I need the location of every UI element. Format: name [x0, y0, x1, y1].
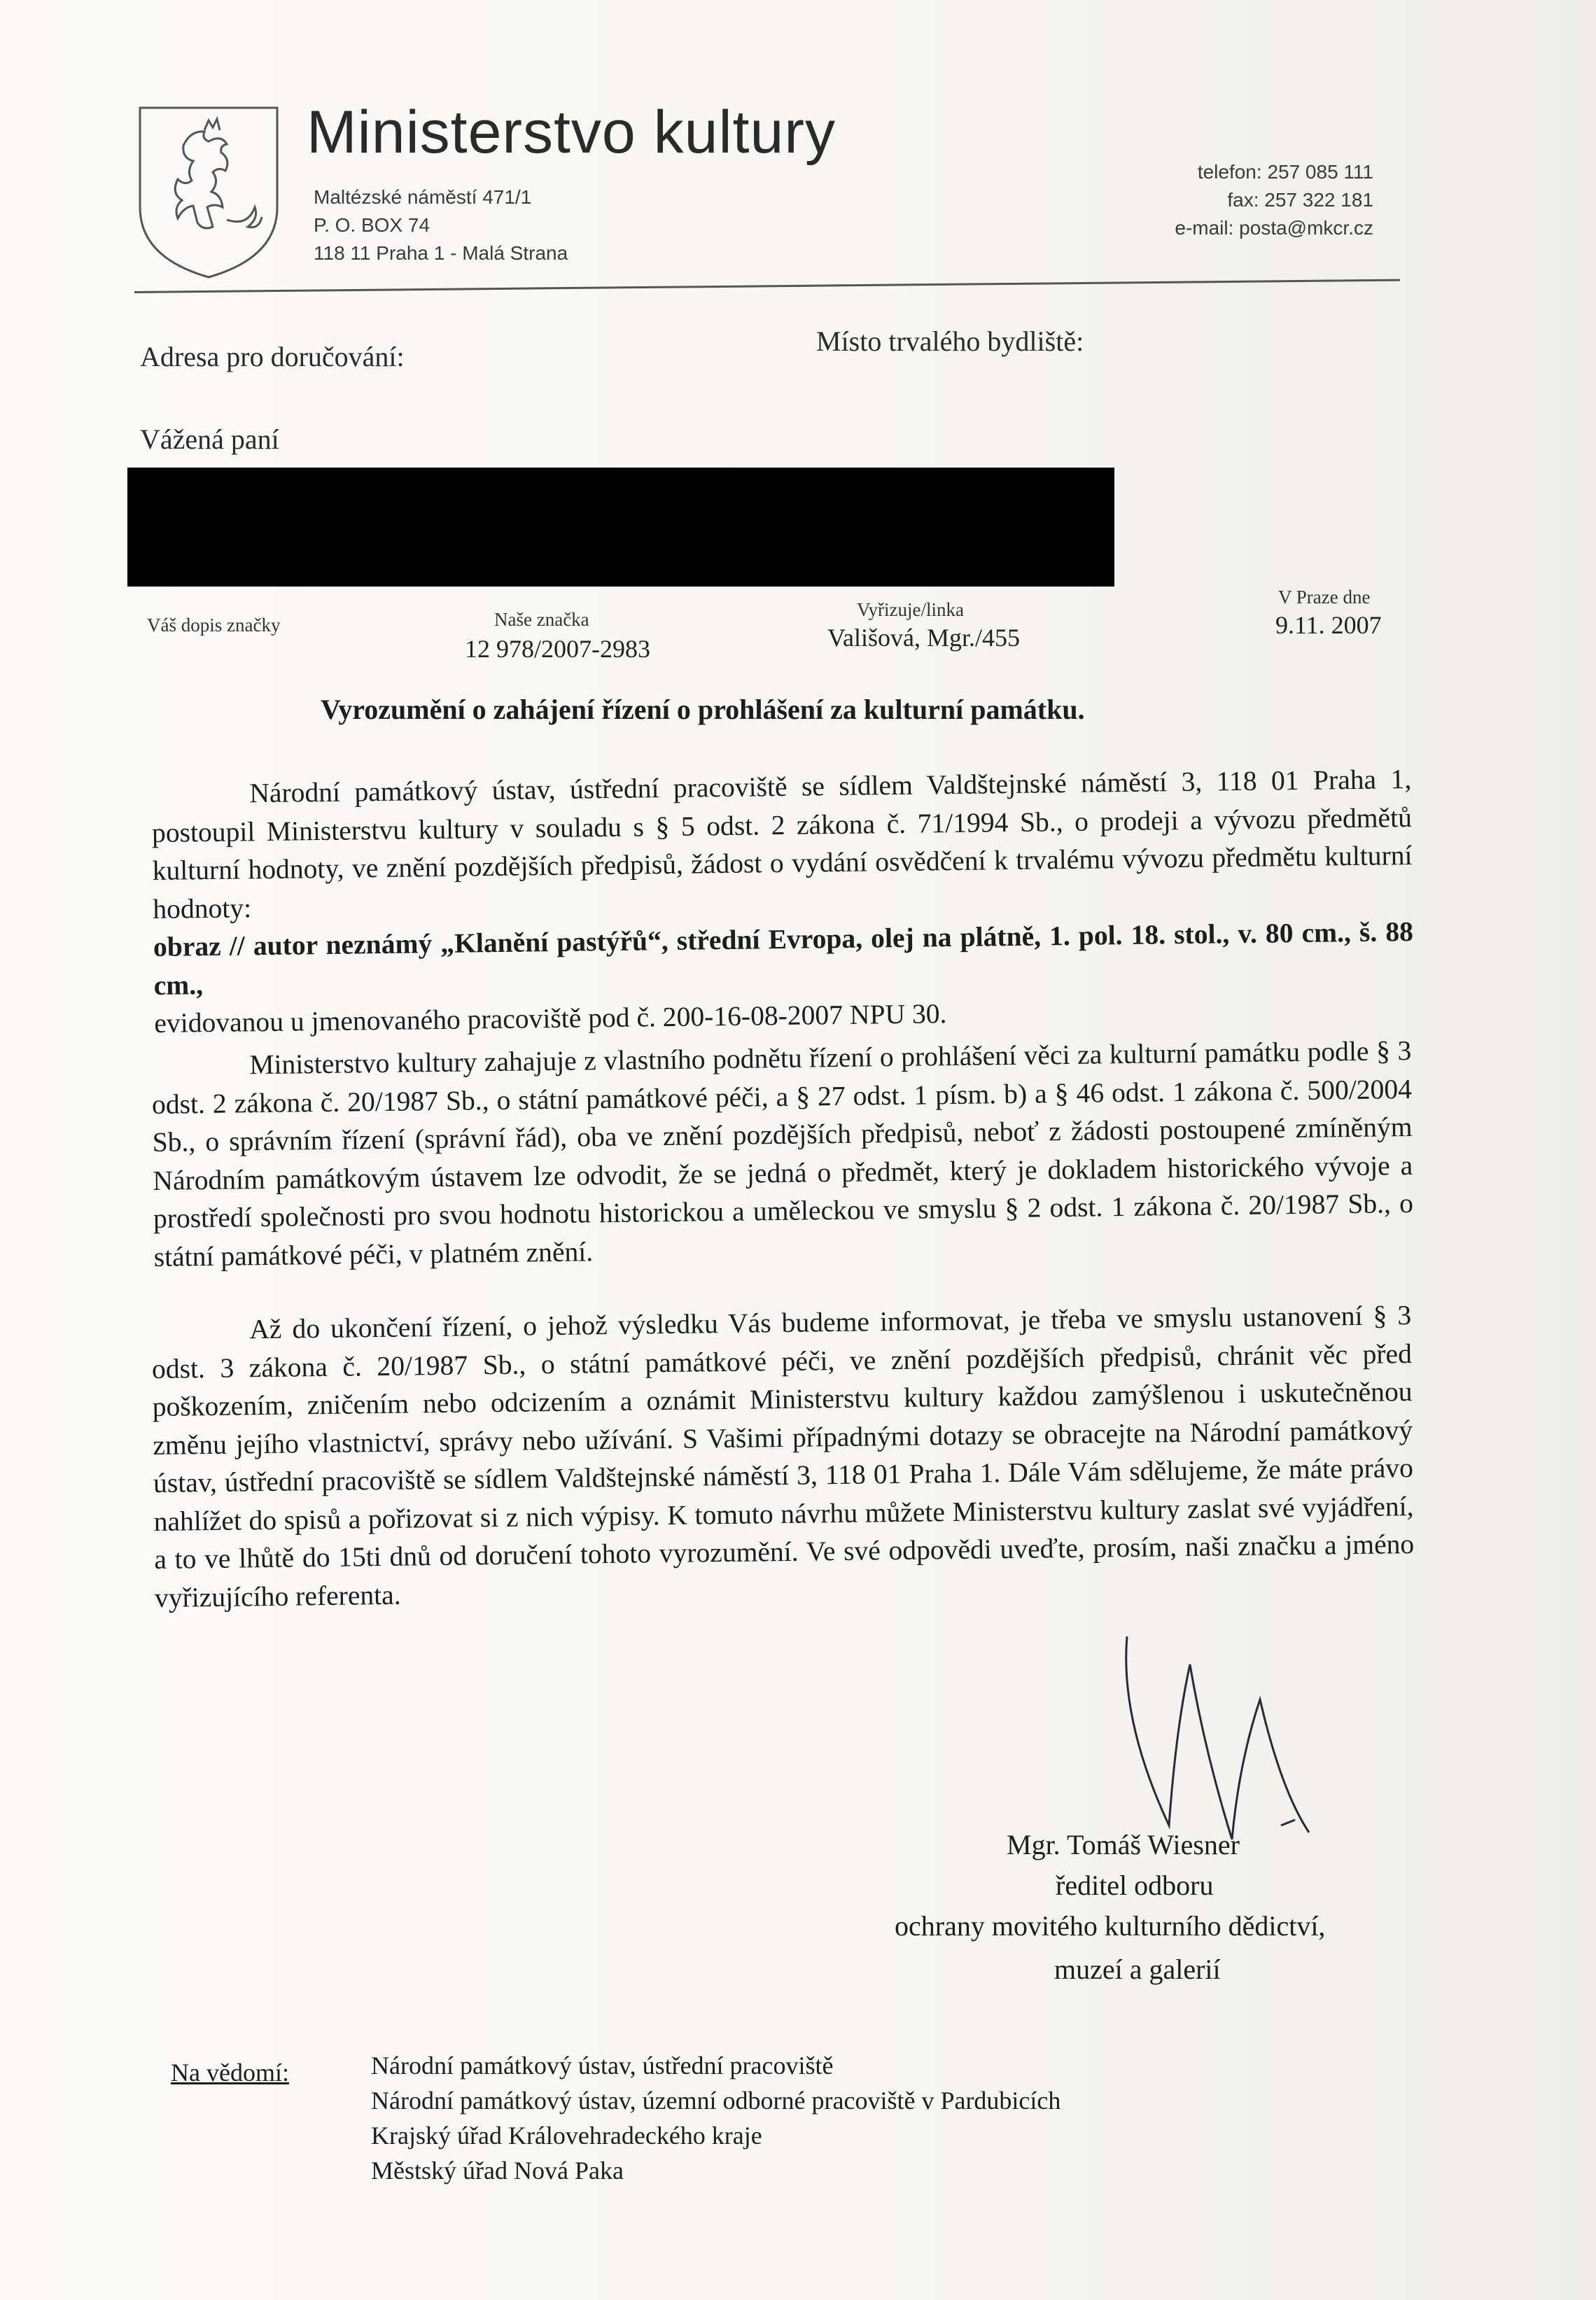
signatory-title: ředitel odboru	[1056, 1870, 1214, 1901]
permanent-residence-label: Místo trvalého bydliště:	[816, 325, 1084, 357]
ministry-contact	[1175, 158, 1373, 242]
redaction-box	[127, 468, 1114, 587]
ministry-name: Ministerstvo kultury	[307, 99, 836, 166]
ministry-address	[314, 183, 568, 267]
artwork-description: obraz // autor neznámý „Klanění pastýřů“, střední Evropa, olej na plátně, 1. pol. 18. stol., v. 80 cm., š. 88 cm.,	[153, 916, 1414, 1001]
body-paragraph-2	[151, 1032, 1414, 1276]
date-label: V Praze dne	[1278, 587, 1371, 608]
address-line: Maltézské náměstí 471/1	[314, 186, 532, 208]
fax: fax: 257 322 181	[1227, 189, 1373, 211]
paragraph-text: evidovanou u jmenovaného pracoviště pod č. 200-16-08-2007 NPU 30.	[154, 998, 947, 1039]
cc-item: Krajský úřad Královehradeckého kraje	[371, 2122, 762, 2150]
cc-item: Národní památkový ústav, ústřední pracoviště	[371, 2052, 834, 2080]
paragraph-text: Národní památkový ústav, ústřední pracoviště se sídlem Valdštejnské náměstí 3, 118 01 Praha 1, postoupil Ministerstvu kultury v souladu s § 5 odst. 2 zákona č. 71/1994 Sb., o prodeji a vývozu předmětů kulturní hodnoty, ve znění pozdějších předpisů, žádost o vydání osvědčení k trvalému vývozu předmětu kulturní hodnoty:	[151, 764, 1413, 925]
phone: telefon: 257 085 111	[1197, 161, 1373, 183]
cc-label: Na vědomí:	[171, 2059, 289, 2087]
our-ref-label: Naše značka	[494, 609, 589, 630]
handwritten-signature	[1106, 1636, 1316, 1839]
salutation: Vážená paní	[140, 423, 279, 455]
signatory-name: Mgr. Tomáš Wiesner	[1007, 1829, 1240, 1860]
your-ref-label: Váš dopis značky	[147, 615, 281, 636]
address-line: 118 11 Praha 1 - Malá Strana	[314, 242, 568, 264]
paragraph-text: Až do ukončení řízení, o jehož výsledku Vás budeme informovat, je třeba ve smyslu ustanovení § 3 odst. 3 zákona č. 20/1987 Sb., o státní památkové péči, ve znění pozdějších předpisů, chránit věc před poškozením, zničením nebo odcizením a oznámit Ministerstvu kultury každou zamýšlenou i uskutečněnou změnu jejího vlastnictví, správy nebo užívání. S Vašimi případnými dotazy se obracejte na Národní památkový ústav, ústřední pracoviště se sídlem Valdštejnské náměstí 3, 118 01 Praha 1. Dále Vám sdělujeme, že máte právo nahlížet do spisů a pořizovat si z nich výpisy. K tomuto návrhu můžete Ministerstvu kultury zaslat své vyjádření, a to ve lhůtě do 15ti dnů od doručení tohoto vyrozumění. Ve své odpovědi uveďte, prosím, naši značku a jméno vyřizujícího referenta.	[151, 1300, 1415, 1613]
signatory-department: muzeí a galerií	[1054, 1954, 1221, 1985]
paragraph-text: Ministerstvo kultury zahajuje z vlastního podnětu řízení o prohlášení věci za kulturní památku podle § 3 odst. 2 zákona č. 20/1987 Sb., o státní památkové péči, a § 27 odst. 1 písm. b) a § 46 odst. 1 zákona č. 500/2004 Sb., o správním řízení (správní řád), oba ve znění pozdějších předpisů, neboť z žádosti postoupené zmíněným Národním památkovým ústavem lze odvodit, že se jedná o předmět, který je dokladem historického vývoje a prostředí společnosti pro svou hodnotu historickou a uměleckou ve smyslu § 2 odst. 1 zákona č. 20/1987 Sb., o státní památkové péči, v platném znění.	[151, 1035, 1414, 1272]
our-ref-value: 12 978/2007-2983	[465, 635, 650, 663]
cc-item: Národní památkový ústav, územní odborné pracoviště v Pardubicích	[371, 2087, 1061, 2115]
letter-subject: Vyrozumění o zahájení řízení o prohlášení za kulturní památku.	[321, 694, 1085, 725]
cc-item: Městský úřad Nová Paka	[371, 2157, 624, 2185]
address-line: P. O. BOX 74	[314, 214, 430, 236]
handled-by-label: Vyřizuje/linka	[857, 599, 964, 620]
body-paragraph-1	[151, 760, 1415, 1042]
email: e-mail: posta@mkcr.cz	[1175, 217, 1373, 239]
signatory-department: ochrany movitého kulturního dědictví,	[895, 1910, 1326, 1942]
delivery-address-label: Adresa pro doručování:	[140, 341, 405, 372]
date-value: 9.11. 2007	[1275, 611, 1382, 639]
handled-by-value: Vališová, Mgr./455	[827, 624, 1020, 652]
czech-lion-crest-icon	[134, 102, 283, 281]
body-paragraph-3	[151, 1296, 1415, 1617]
